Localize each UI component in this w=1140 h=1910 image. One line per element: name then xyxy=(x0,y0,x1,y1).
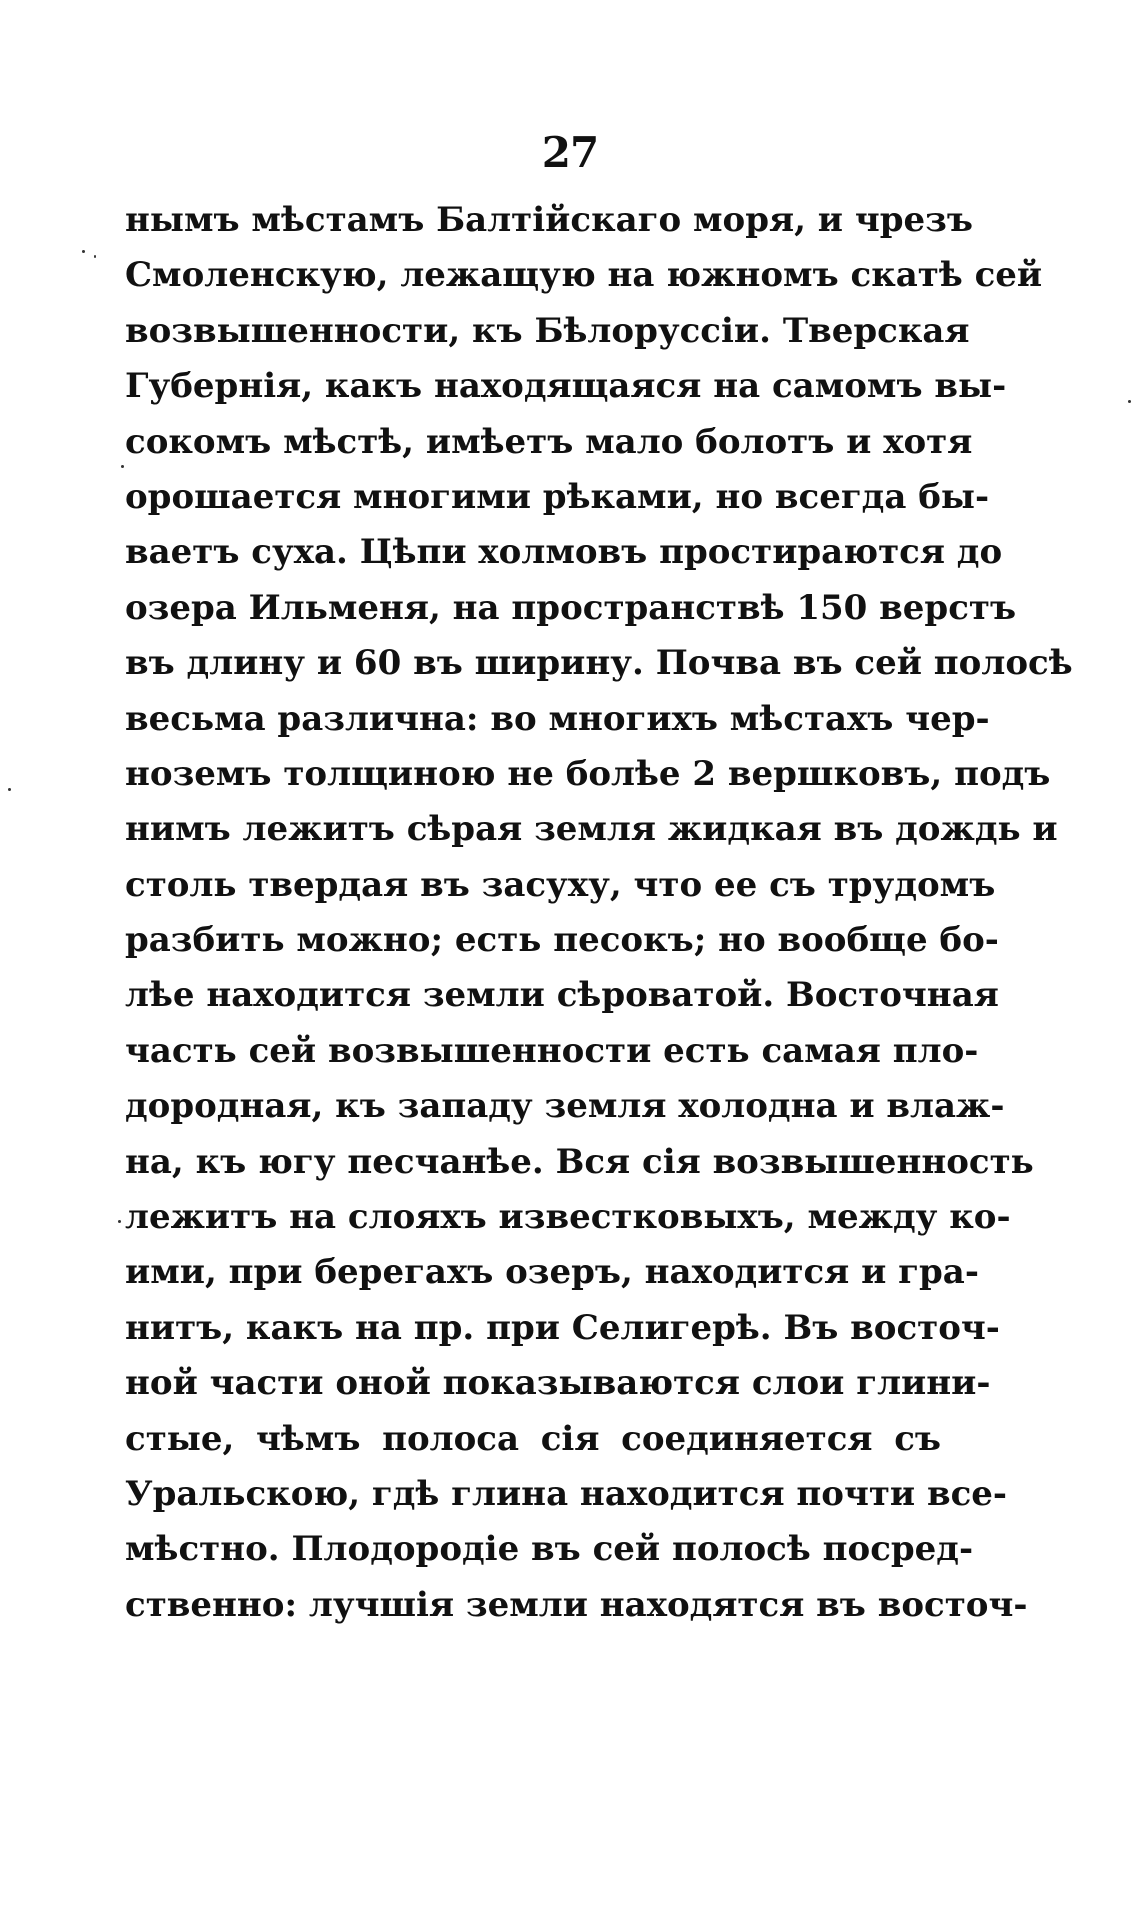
text-line: озера Ильменя, на пространствѣ 150 верстъ xyxy=(125,587,1017,628)
text-line: возвышенности, къ Бѣлоруссіи. Тверская xyxy=(125,310,970,351)
text-line: Губернія, какъ находящаяся на самомъ вы- xyxy=(125,366,1007,407)
scan-speck xyxy=(118,1220,121,1223)
text-line: дородная, къ западу земля холодна и влаж- xyxy=(125,1086,1005,1127)
text-line: ственно: лучшія земли находятся въ восточ- xyxy=(125,1584,1028,1625)
text-line: лѣе находится земли сѣроватой. Восточная xyxy=(125,975,999,1016)
text-line: мѣстно. Плодородіе въ сей полосѣ посред- xyxy=(125,1529,974,1570)
text-line: нитъ, какъ на пр. при Селигерѣ. Въ восточ- xyxy=(125,1307,1000,1348)
text-line: ваетъ суха. Цѣпи холмовъ простираются до xyxy=(125,532,1003,573)
text-line: часть сей возвышенности есть самая пло- xyxy=(125,1030,979,1071)
text-line: нимъ лежитъ сѣрая земля жидкая въ дождь и xyxy=(125,809,1058,850)
text-line: орошается многими рѣками, но всегда бы- xyxy=(125,476,990,517)
text-line: весьма различна: во многихъ мѣстахъ чер- xyxy=(125,698,990,739)
text-line: столь твердая въ засуху, что ее съ трудомъ xyxy=(125,864,996,905)
text-line: ими, при берегахъ озеръ, находится и гра- xyxy=(125,1252,979,1293)
text-line: лежитъ на слояхъ известковыхъ, между ко- xyxy=(125,1197,1011,1238)
scan-speck xyxy=(94,255,96,258)
text-line: ноземъ толщиною не болѣе 2 вершковъ, подъ xyxy=(125,753,1051,794)
body-text xyxy=(125,193,1073,1633)
text-line: разбить можно; есть песокъ; но вообще бо- xyxy=(125,920,999,961)
text-line: стые, чѣмъ полоса сія соединяется съ xyxy=(125,1418,941,1459)
text-line: Уральскою, гдѣ глина находится почти все- xyxy=(125,1473,1008,1514)
page-number: 27 xyxy=(541,128,599,177)
scan-speck xyxy=(121,465,124,468)
scan-speck xyxy=(82,250,85,253)
text-line: сокомъ мѣстѣ, имѣетъ мало болотъ и хотя xyxy=(125,421,973,462)
text-line: ной части оной показываются слои глини- xyxy=(125,1363,991,1404)
scan-speck xyxy=(8,788,11,791)
text-line: Смоленскую, лежащую на южномъ скатѣ сей xyxy=(125,255,1043,296)
scan-speck xyxy=(1128,400,1131,403)
text-line: нымъ мѣстамъ Балтійскаго моря, и чрезъ xyxy=(125,200,973,240)
text-line: въ длину и 60 въ ширину. Почва въ сей полосѣ xyxy=(125,643,1073,684)
text-line: на, къ югу песчанѣе. Вся сія возвышенность xyxy=(125,1141,1034,1182)
